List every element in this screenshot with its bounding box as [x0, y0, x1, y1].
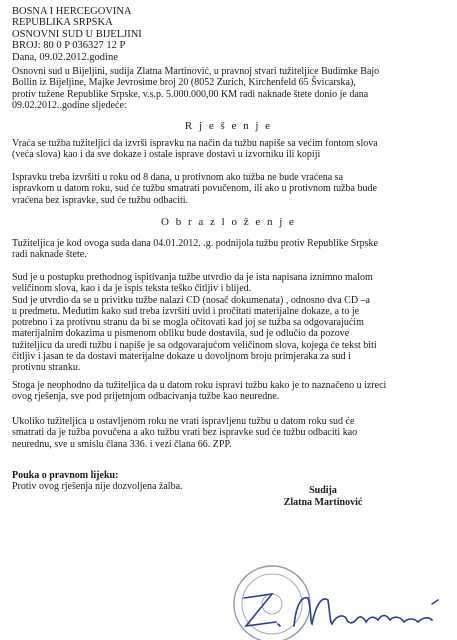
signature-role: Sudija	[309, 485, 337, 496]
text-line: 09.02.2012..godine sljedeće:	[12, 99, 127, 111]
text-line: smatrati da je tužba povučena a ako tužbu vrati bez ispravke sud će tužbu odbaciti kao	[12, 427, 358, 439]
header-court: OSNOVNI SUD U BIJELJINI	[12, 28, 142, 40]
signature-name: Zlatna Martinović	[283, 497, 363, 508]
stamp-and-signature-image	[232, 534, 457, 640]
legal-remedy-title: Pouka o pravnom lijeku:	[12, 470, 119, 481]
text-line: Ukoliko tužiteljica u ostavljenom roku ne vrati ispravljenu tužbu u datom roku sud će	[12, 416, 355, 427]
text-line: protivnu stranku.	[12, 362, 81, 374]
text-line: protiv tužene Republike Srpske, v.s.p. 5.000.000,00 KM radi naknade štete donio je dana	[12, 88, 369, 100]
legal-remedy-text: Protiv ovog rješenja nije dozvoljena žalba.	[12, 481, 183, 493]
intro-paragraph	[12, 66, 444, 111]
text-line: Ispravku treba izvršiti u roku od 8 dana, u protivnom ako tužba ne bude vraćena sa	[12, 172, 344, 183]
text-line: čitljiv i jasan te da dostavi materijalne dokaze u dovoljnom broju primjeraka za sud i	[12, 351, 351, 363]
title-obrazlozenje: O b r a z l o ž e n j e	[161, 216, 296, 228]
text-line: u predmetu. Međutim kako sud treba izvršiti uvid i pročitati materijalne dokaze, a to je	[12, 305, 360, 317]
header-country: BOSNA I HERCEGOVINA	[12, 6, 132, 17]
text-line: Sud je utvrdio da se u privitku tužbe nalazi CD (nosač dokumenata) , odnosno dva CD –a	[12, 294, 370, 306]
text-line: potrebno i za protivnu stranu da bi se mogla očitovati kad joj se tužba sa odgovarajućim	[12, 317, 364, 329]
text-line: Stoga je neophodno da tužiteljica da u datom roku ispravi tužbu kako je to naznačeno u izreci	[12, 380, 387, 391]
reasoning-paragraph-1	[12, 238, 444, 261]
text-line: (veća slova) kao i da sve dokaze i ostale isprave dostavi u izvorniku ili kopiji	[12, 149, 321, 161]
text-line: Osnovni sud u Bijeljini, sudija Zlatna Martinović, u pravnoj stvari tužiteljice Budimke Bajo	[12, 66, 380, 77]
decision-paragraph-2	[12, 172, 444, 206]
header-entity: REPUBLIKA SRPSKA	[12, 17, 113, 29]
text-line: materijalnim dokazima u pismenom obliku bude dostavila, sud je odlučio da pozove	[12, 328, 350, 340]
header-case-number: BROJ: 80 0 P 036327 12 P	[12, 40, 126, 52]
text-line: neurednu, sve u smislu člana 336. i vezi člana 66. ZPP.	[12, 438, 232, 450]
header-date: Dana, 09.02.2012.godine	[12, 51, 118, 63]
text-line: tužiteljicu da uredi tužbu i napiše je sa odgovarajućom veličinom slova, kojega će tekst biti	[12, 339, 377, 351]
court-header	[12, 6, 142, 63]
reasoning-paragraph-4	[12, 416, 444, 450]
text-line: radi naknade štete.	[12, 249, 87, 261]
signature-block	[268, 485, 378, 509]
text-line: veličinom slova, kao i da je ispis teksta teško čitljiv i blijed.	[12, 283, 252, 295]
reasoning-paragraph-2	[12, 272, 444, 374]
decision-paragraph-1	[12, 138, 444, 161]
text-line: Sud je u postupku prethodnog ispitivanja tužbe utvrdio da je ista napisana iznimno malom	[12, 272, 373, 283]
text-line: vraćena bez ispravke, sud će tužbu odbaciti.	[12, 194, 189, 206]
text-line: ispravkom u datom roku, sud će tužbu smatrati povučenom, ili ako u protivnom tužba bude	[12, 183, 377, 195]
title-rjesenje: R j e š e n j e	[184, 120, 273, 132]
handwritten-signature-icon	[244, 594, 438, 626]
text-line: ovog rješenja, sve pod prijetnjom odbacivanja tužbe kao neuredne.	[12, 391, 280, 403]
text-line: Bollin iz Bijeljine, Majke Jevrosime broj 20 (8052 Zurich, Kirchenfeld 65 Švicarska),	[12, 77, 356, 89]
text-line: Vraća se tužba tužiteljici da izvrši ispravku na način da tužbu napiše sa većim fontom slova	[12, 138, 378, 149]
reasoning-paragraph-3	[12, 380, 444, 403]
text-line: Tužiteljica je kod ovoga suda dana 04.01.2012. .g. podnijola tužbu protiv Republike Srpske	[12, 238, 378, 249]
legal-remedy-section	[12, 470, 444, 493]
